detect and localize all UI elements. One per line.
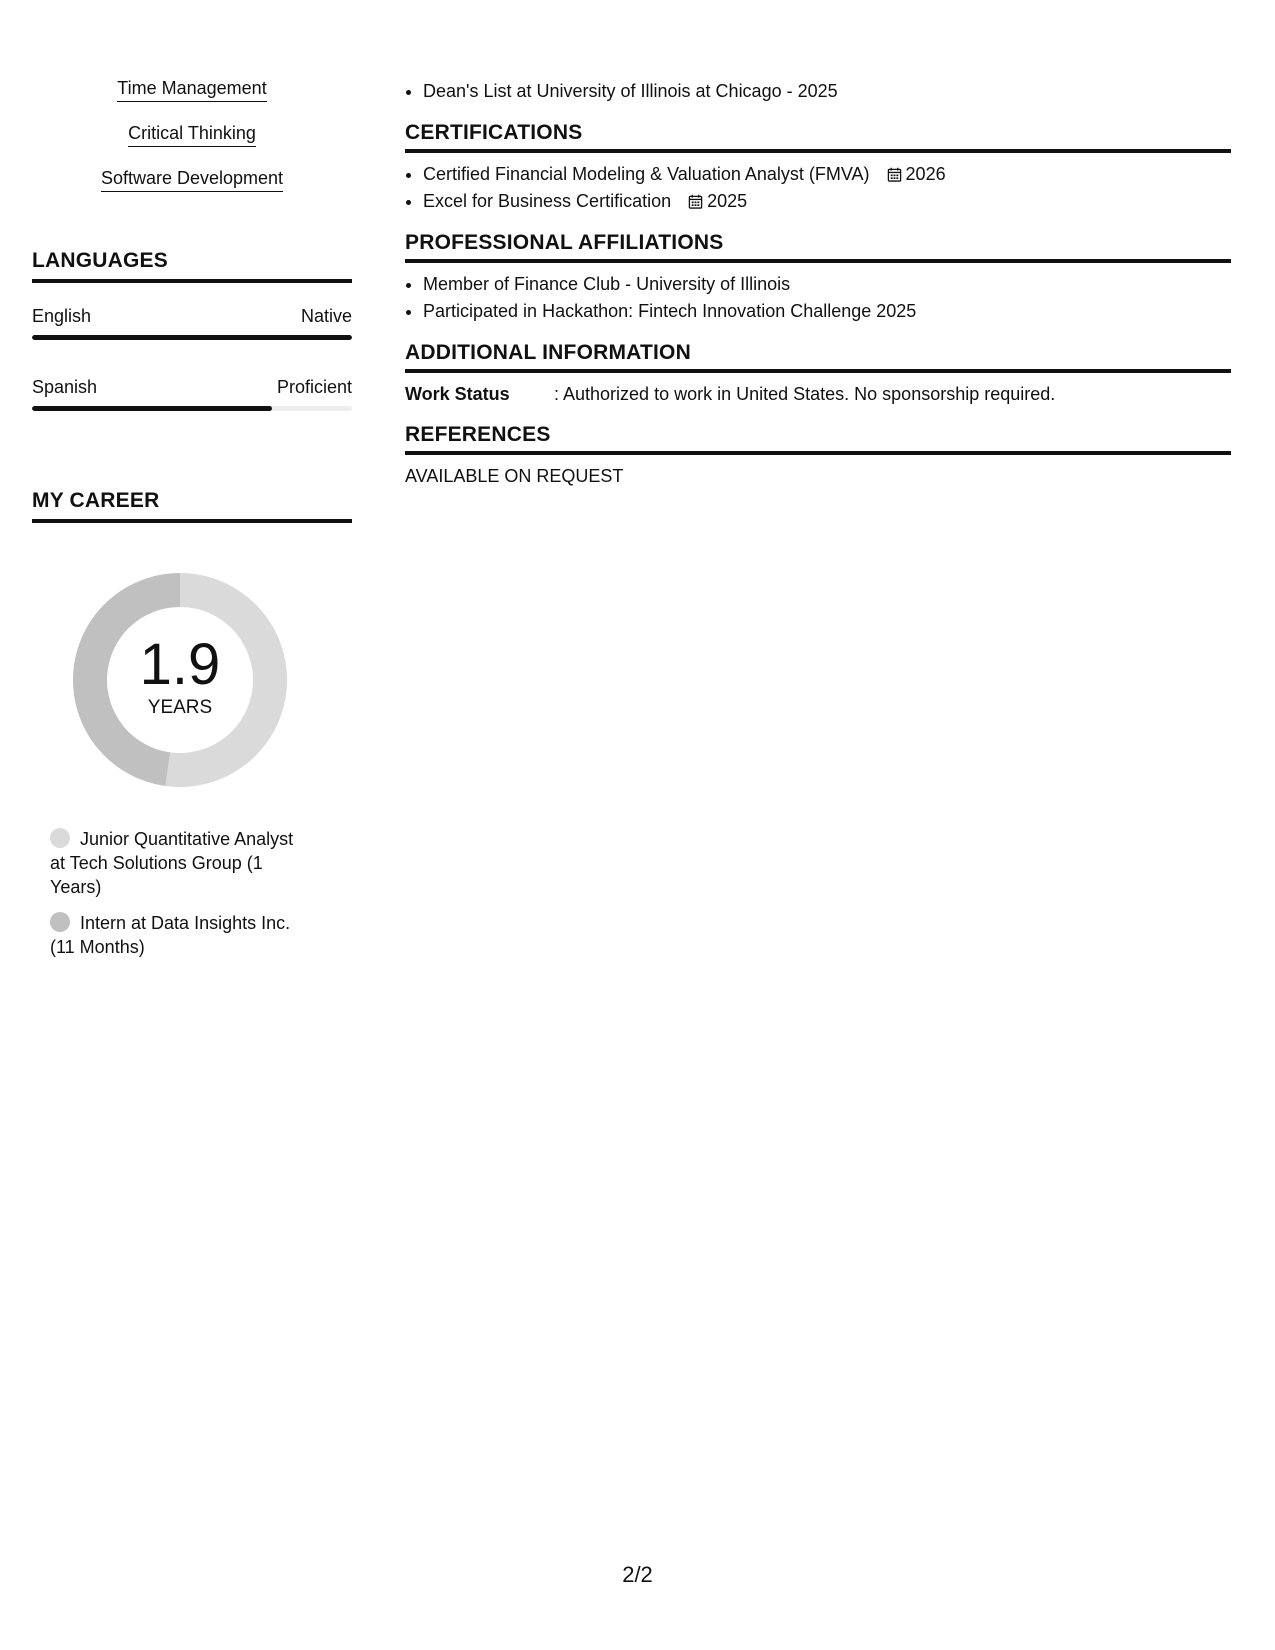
language-name: Spanish	[32, 377, 98, 397]
calendar-icon	[688, 194, 703, 209]
legend-dot-icon	[50, 912, 70, 932]
affiliations-list	[405, 271, 1231, 325]
career-legend-label: Junior Quantitative Analyst at Tech Solutions Group (1 Years)	[50, 829, 294, 897]
donut-center	[65, 632, 295, 719]
calendar-icon	[887, 167, 902, 182]
language-level: Proficient	[276, 377, 352, 397]
language-level: Native	[300, 306, 352, 326]
career-total-unit: YEARS	[147, 697, 213, 718]
affiliation-item: • Participated in Hackathon: Fintech Innovation Challenge 2025	[423, 298, 1231, 325]
additional-info-title: ADDITIONAL INFORMATION	[405, 341, 1231, 373]
right-column	[405, 78, 1231, 489]
skill-item: Time Management	[117, 76, 266, 102]
additional-info-section	[405, 341, 1231, 407]
references-section	[405, 423, 1231, 489]
affiliation-item: • Member of Finance Club - University of Illinois	[423, 271, 1231, 298]
career-section	[32, 489, 352, 959]
language-item	[32, 305, 352, 340]
work-status-label: Work Status	[405, 384, 510, 404]
work-status-value: : Authorized to work in United States. No sponsorship required.	[554, 384, 1056, 404]
certifications-title: CERTIFICATIONS	[405, 121, 1231, 153]
page-number: 2/2	[622, 1562, 653, 1587]
certification-item	[423, 161, 1231, 188]
certifications-section	[405, 121, 1231, 215]
language-item	[32, 376, 352, 411]
honor-item: • Dean's List at University of Illinois at Chicago - 2025	[423, 78, 1231, 105]
skills-list	[32, 76, 352, 211]
career-total-value: 1.9	[139, 632, 221, 697]
language-proficiency-bar	[32, 406, 352, 411]
affiliations-section	[405, 231, 1231, 325]
left-column	[32, 76, 352, 971]
legend-dot-icon	[50, 828, 70, 848]
language-proficiency-fill	[32, 335, 352, 340]
certification-name: Excel for Business Certification	[423, 191, 672, 211]
certification-item	[423, 188, 1231, 215]
affiliations-title: PROFESSIONAL AFFILIATIONS	[405, 231, 1231, 263]
work-status-row	[405, 381, 1231, 407]
career-legend	[50, 827, 312, 959]
references-title: REFERENCES	[405, 423, 1231, 455]
honors-list	[405, 78, 1231, 105]
career-legend-item	[50, 911, 312, 959]
career-donut-chart	[65, 565, 295, 795]
certification-year: 2026	[905, 164, 946, 184]
career-legend-label: Intern at Data Insights Inc. (11 Months)	[50, 913, 291, 957]
certifications-list	[405, 161, 1231, 215]
certification-name: Certified Financial Modeling & Valuation Analyst (FMVA)	[423, 164, 870, 184]
language-proficiency-fill	[32, 406, 272, 411]
languages-title: LANGUAGES	[32, 249, 352, 283]
career-title: MY CAREER	[32, 489, 352, 523]
skill-item: Critical Thinking	[128, 121, 256, 147]
languages-section	[32, 249, 352, 411]
skill-item: Software Development	[101, 166, 283, 192]
certification-year: 2025	[707, 191, 748, 211]
language-proficiency-bar	[32, 335, 352, 340]
references-text: AVAILABLE ON REQUEST	[405, 466, 624, 486]
language-name: English	[32, 306, 92, 326]
career-legend-item	[50, 827, 312, 899]
